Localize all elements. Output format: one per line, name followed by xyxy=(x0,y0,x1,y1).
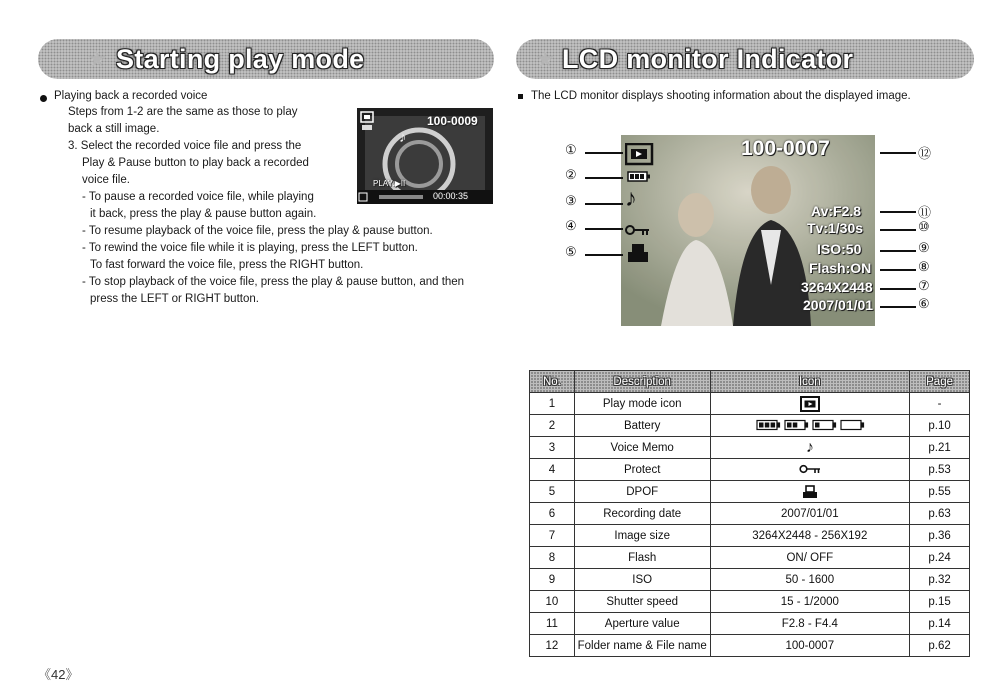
note-line: - To stop playback of the voice file, press the play & pause button, and then xyxy=(82,276,465,288)
row-description: Protect xyxy=(574,459,710,481)
table-row xyxy=(530,525,970,547)
row-no: 1 xyxy=(530,393,575,415)
note-line: - To pause a recorded voice file, while playing xyxy=(82,191,314,203)
battery-level-icons xyxy=(755,419,865,431)
row-page: p.15 xyxy=(910,591,970,613)
row-description: DPOF xyxy=(574,481,710,503)
row-page: p.10 xyxy=(910,415,970,437)
lcd-image-size: 3264X2448 xyxy=(801,279,873,295)
page-number: 《42》 xyxy=(38,667,79,682)
row-icon xyxy=(710,459,910,481)
table-row xyxy=(530,591,970,613)
row-description: Play mode icon xyxy=(574,393,710,415)
row-description: Battery xyxy=(574,415,710,437)
callout-line xyxy=(880,269,916,271)
row-page: p.55 xyxy=(910,481,970,503)
callout-line xyxy=(880,211,916,213)
callout-line xyxy=(585,203,623,205)
table-row xyxy=(530,437,970,459)
thumb-time: 00:00:35 xyxy=(433,191,469,201)
body-line: Steps from 1-2 are the same as those to play xyxy=(68,106,298,118)
table-row xyxy=(530,415,970,437)
voice-memo-icon: ♪ xyxy=(625,185,637,212)
table-row xyxy=(530,635,970,657)
section-banner-starting-play-mode xyxy=(38,39,494,79)
note-line: - To resume playback of the voice file, press the play & pause button. xyxy=(82,225,433,237)
callout-line xyxy=(880,288,916,290)
lcd-shutter-speed: Tv:1/30s xyxy=(807,220,864,236)
row-page: p.24 xyxy=(910,547,970,569)
row-description: Aperture value xyxy=(574,613,710,635)
dpof-icon xyxy=(627,243,653,265)
lcd-monitor-screen xyxy=(621,135,875,326)
callout-line xyxy=(585,152,623,154)
callout-line xyxy=(880,229,916,231)
row-no: 4 xyxy=(530,459,575,481)
row-no: 7 xyxy=(530,525,575,547)
row-no: 12 xyxy=(530,635,575,657)
protect-icon xyxy=(625,223,651,237)
callout-4: ④ xyxy=(565,219,577,234)
table-row xyxy=(530,503,970,525)
row-icon: 50 - 1600 xyxy=(710,569,910,591)
row-no: 11 xyxy=(530,613,575,635)
row-page: p.32 xyxy=(910,569,970,591)
intro-text: The LCD monitor displays shooting information about the displayed image. xyxy=(531,90,911,102)
svg-text:♪: ♪ xyxy=(399,129,407,146)
indicator-table xyxy=(529,370,970,657)
lcd-date: 2007/01/01 xyxy=(803,297,874,313)
row-no: 8 xyxy=(530,547,575,569)
row-page: p.63 xyxy=(910,503,970,525)
row-description: Image size xyxy=(574,525,710,547)
callout-6: ⑥ xyxy=(918,297,930,312)
note-line: it back, press the play & pause button again. xyxy=(90,208,317,220)
row-no: 3 xyxy=(530,437,575,459)
row-page: - xyxy=(910,393,970,415)
row-icon: F2.8 - F4.4 xyxy=(710,613,910,635)
callout-8: ⑧ xyxy=(918,260,930,275)
bullet-square-icon xyxy=(518,94,523,99)
row-no: 2 xyxy=(530,415,575,437)
row-description: ISO xyxy=(574,569,710,591)
lcd-aperture: Av:F2.8 xyxy=(811,203,862,219)
row-no: 6 xyxy=(530,503,575,525)
row-no: 5 xyxy=(530,481,575,503)
row-page: p.36 xyxy=(910,525,970,547)
callout-7: ⑦ xyxy=(918,279,930,294)
table-row xyxy=(530,547,970,569)
callout-3: ③ xyxy=(565,194,577,209)
thumb-play-label: PLAY:▶II xyxy=(373,179,406,188)
callout-10: ⑩ xyxy=(918,220,930,235)
header-icon: Icon xyxy=(710,371,910,393)
table-row xyxy=(530,613,970,635)
section-banner-lcd-monitor-indicator xyxy=(516,39,974,79)
header-no: No. xyxy=(530,371,575,393)
row-page: p.62 xyxy=(910,635,970,657)
callout-line xyxy=(880,250,916,252)
row-description: Recording date xyxy=(574,503,710,525)
body-line: back a still image. xyxy=(68,123,160,135)
row-icon: 3264X2448 - 256X192 xyxy=(710,525,910,547)
row-description: Flash xyxy=(574,547,710,569)
row-description: Shutter speed xyxy=(574,591,710,613)
note-line: press the LEFT or RIGHT button. xyxy=(90,293,259,305)
table-row xyxy=(530,459,970,481)
row-icon xyxy=(710,415,910,437)
star-icon xyxy=(536,50,554,68)
callout-2: ② xyxy=(565,168,577,183)
callout-line xyxy=(585,228,623,230)
star-icon xyxy=(88,50,106,68)
header-description: Description xyxy=(574,371,710,393)
callout-11: ⑪ xyxy=(918,206,932,221)
lcd-flash: Flash:ON xyxy=(809,260,872,276)
row-no: 9 xyxy=(530,569,575,591)
row-page: p.21 xyxy=(910,437,970,459)
row-no: 10 xyxy=(530,591,575,613)
dpof-icon xyxy=(802,485,818,499)
play-mode-icon xyxy=(800,396,820,412)
thumb-file-number: 100-0009 xyxy=(427,114,478,128)
row-page: p.14 xyxy=(910,613,970,635)
table-row xyxy=(530,481,970,503)
row-icon: 100-0007 xyxy=(710,635,910,657)
row-icon: 15 - 1/2000 xyxy=(710,591,910,613)
note-line: - To rewind the voice file while it is playing, press the LEFT button. xyxy=(82,242,418,254)
section-title: LCD monitor Indicator xyxy=(562,43,854,74)
section-title: Starting play mode xyxy=(116,43,365,74)
voice-memo-icon: ♪ xyxy=(805,438,814,456)
subheading: Playing back a recorded voice xyxy=(54,90,208,102)
bullet-dot-icon xyxy=(40,95,47,102)
protect-icon xyxy=(799,463,821,475)
table-row xyxy=(530,569,970,591)
play-mode-icon xyxy=(625,143,655,167)
callout-9: ⑨ xyxy=(918,241,930,256)
voice-playback-screen xyxy=(357,108,493,204)
row-icon xyxy=(710,393,910,415)
step-line: 3. Select the recorded voice file and press the xyxy=(68,140,302,152)
row-icon: ON/ OFF xyxy=(710,547,910,569)
row-icon xyxy=(710,481,910,503)
callout-1: ① xyxy=(565,143,577,158)
callout-line xyxy=(880,306,916,308)
row-page: p.53 xyxy=(910,459,970,481)
lcd-iso: ISO:50 xyxy=(817,241,862,257)
callout-line xyxy=(585,254,623,256)
callout-5: ⑤ xyxy=(565,245,577,260)
callout-12: ⑫ xyxy=(918,147,932,162)
header-page: Page xyxy=(910,371,970,393)
row-icon: 2007/01/01 xyxy=(710,503,910,525)
lcd-file-number: 100-0007 xyxy=(741,137,830,160)
step-line: voice file. xyxy=(82,174,130,186)
step-line: Play & Pause button to play back a recorded xyxy=(82,157,309,169)
callout-line xyxy=(880,152,916,154)
table-row xyxy=(530,393,970,415)
row-description: Folder name & File name xyxy=(574,635,710,657)
battery-icon xyxy=(627,171,651,183)
row-description: Voice Memo xyxy=(574,437,710,459)
note-line: To fast forward the voice file, press the RIGHT button. xyxy=(90,259,364,271)
table-header-row xyxy=(530,371,970,393)
row-icon xyxy=(710,437,910,459)
callout-line xyxy=(585,177,623,179)
